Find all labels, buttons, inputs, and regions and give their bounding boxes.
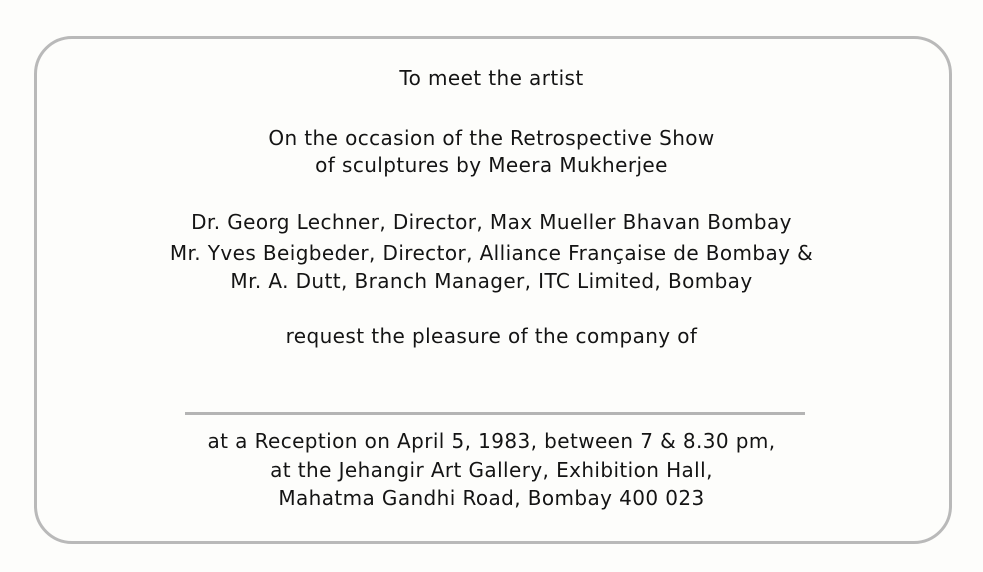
- guest-name-blank-line: [185, 412, 805, 415]
- request-line: request the pleasure of the company of: [285, 324, 698, 348]
- reception-details-line-3: Mahatma Gandhi Road, Bombay 400 023: [278, 486, 705, 510]
- invitation-heading: To meet the artist: [399, 66, 584, 90]
- reception-details-line-2: at the Jehangir Art Gallery, Exhibition Hall,: [270, 458, 713, 482]
- reception-details-line-1: at a Reception on April 5, 1983, between 7 & 8.30 pm,: [207, 429, 776, 453]
- occasion-line-1: On the occasion of the Retrospective Show: [268, 126, 715, 150]
- occasion-line-2: of sculptures by Meera Mukherjee: [315, 153, 668, 177]
- host-line-3: Mr. A. Dutt, Branch Manager, ITC Limited, Bombay: [230, 269, 753, 293]
- host-line-1: Dr. Georg Lechner, Director, Max Mueller Bhavan Bombay: [191, 210, 792, 234]
- host-line-2: Mr. Yves Beigbeder, Director, Alliance Française de Bombay &: [169, 241, 814, 265]
